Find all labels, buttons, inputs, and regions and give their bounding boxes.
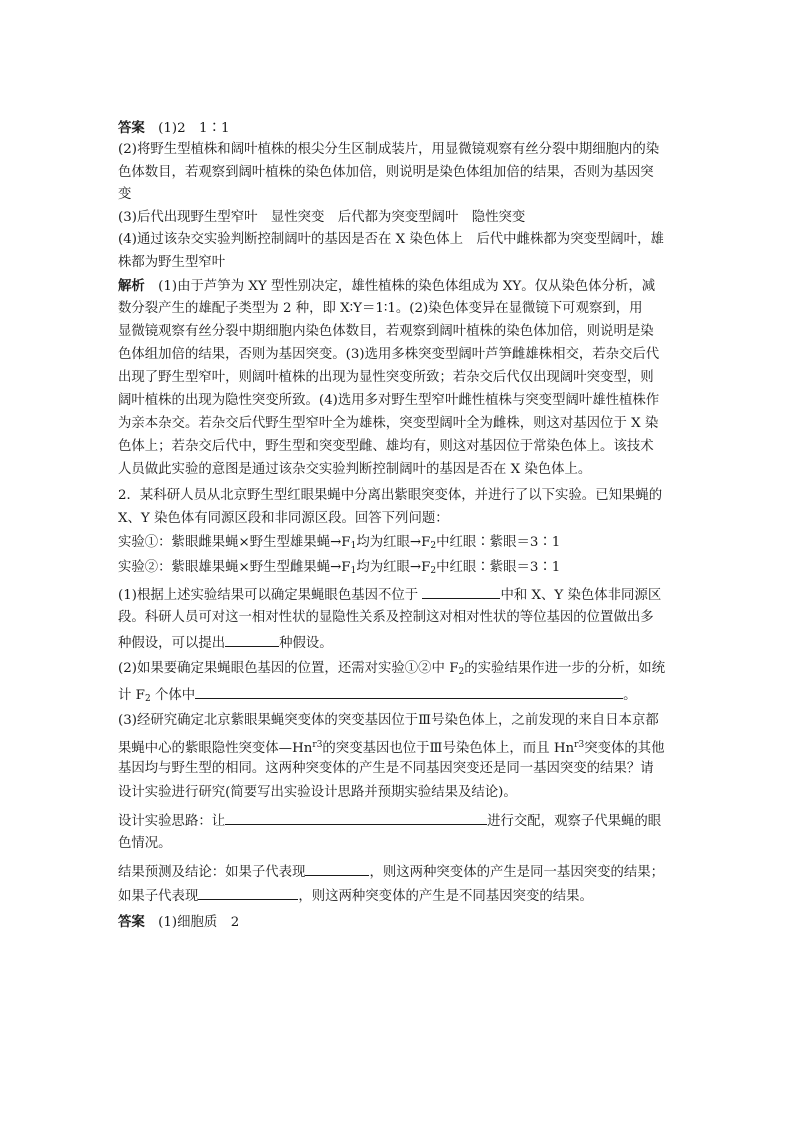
exp1-text-b: 均为红眼→F bbox=[356, 535, 431, 550]
part1-line3 bbox=[118, 632, 333, 654]
answer2-label: 答案 bbox=[118, 914, 145, 930]
part2-line1 bbox=[118, 659, 665, 682]
part3-text-b2: 的突变基因也位于Ⅲ号染色体上，而且 Hn bbox=[322, 741, 575, 756]
answer1-line7: 株都为野生型窄叶 bbox=[118, 255, 226, 270]
design-line2: 色情况。 bbox=[118, 836, 172, 851]
part2-text-a: (2)如果要确定果蝇眼色基因的位置，还需对实验①②中 F bbox=[118, 661, 459, 676]
exp2-text-a: 实验②：紫眼雄果蝇×野生型雌果蝇→F bbox=[118, 560, 351, 575]
part3-line4: 设计实验进行研究(简要写出实验设计思路并预期实验结果及结论)。 bbox=[118, 785, 517, 800]
result-text-c: 如果子代表现 bbox=[118, 889, 199, 904]
answer-label: 答案 bbox=[118, 120, 145, 136]
part1-text-a: (1)根据上述实验结果可以确定果蝇眼色基因不位于 bbox=[118, 588, 419, 603]
analysis-line3: 显微镜观察有丝分裂中期细胞内染色体数目，若观察到阔叶植株的染色体加倍，则说明是染 bbox=[118, 324, 654, 339]
answer2-text1: (1)细胞质 2 bbox=[158, 915, 240, 930]
part1-text-b: 中和 X、Y 染色体非同源区 bbox=[500, 588, 662, 603]
experiment-2 bbox=[118, 558, 560, 581]
part3-sup1: r3 bbox=[312, 740, 323, 750]
part1-line2: 段。科研人员可对这一相对性状的显隐性关系及控制这对相对性状的等位基因的位置做出多 bbox=[118, 610, 654, 625]
exp1-sub2: 2 bbox=[430, 541, 437, 551]
exp1-text-c: 中红眼∶紫眼＝3∶1 bbox=[436, 535, 561, 550]
part2-sub: 2 bbox=[458, 667, 465, 677]
exp1-sub1: 1 bbox=[350, 541, 357, 551]
part2-text-c: 计 F bbox=[118, 688, 145, 703]
analysis-line4: 色体组加倍的结果，否则为基因突变。(3)选用多株突变型阔叶芦笋雌雄株相交，若杂交后代 bbox=[118, 347, 660, 362]
part2-text-e: 。 bbox=[623, 688, 637, 703]
q2-line1: 2．某科研人员从北京野生型红眼果蝇中分离出紫眼突变体，并进行了以下实验。已知果蝇的 bbox=[118, 488, 663, 503]
analysis-line9: 人员做此实验的意图是通过该杂交实验判断控制阔叶的基因是否在 X 染色体上。 bbox=[118, 462, 592, 477]
analysis-text1: (1)由于芦笋为 XY 型性别决定，雄性植株的染色体组成为 XY。仅从染色体分析，减 bbox=[158, 279, 656, 294]
part2-sub2: 2 bbox=[144, 694, 151, 704]
design-line1 bbox=[118, 810, 661, 832]
part3-text-b1: 果蝇中心的紫眼隐性突变体—Hn bbox=[118, 741, 313, 756]
analysis-line7: 为亲本杂交。若杂交后代野生型窄叶全为雄株，突变型阔叶全为雌株，则这对基因位于 X 染 bbox=[118, 416, 659, 431]
part3-text-b3: 突变体的其他 bbox=[584, 741, 665, 756]
answer-blank-6[interactable] bbox=[198, 885, 298, 900]
answer1-text1: (1)2 1∶1 bbox=[158, 121, 230, 136]
analysis-label: 解析 bbox=[118, 278, 145, 294]
part3-line3: 基因均与野生型的相同。这两种突变体的产生是不同基因突变还是同一基因突变的结果？请 bbox=[118, 761, 654, 776]
result-text-a: 结果预测及结论：如果子代表现 bbox=[118, 865, 306, 880]
answer1-line6: (4)通过该杂交实验判断控制阔叶的基因是否在 X 染色体上 后代中雌株都为突变型阔叶，雄 bbox=[118, 232, 664, 247]
result-text-d: ，则这两种突变体的产生是不同基因突变的结果。 bbox=[298, 889, 593, 904]
experiment-1 bbox=[118, 533, 560, 556]
q2-line2: X、Y 染色体有同源区段和非同源区段。回答下列问题： bbox=[118, 511, 449, 526]
answer1-line3: 色体数目，若观察到阔叶植株的染色体加倍，则说明是染色体组加倍的结果，否则为基因突 bbox=[118, 165, 654, 180]
answer-blank-1[interactable] bbox=[422, 584, 500, 599]
part1-text-d: 种假设，可以提出 bbox=[118, 636, 226, 651]
part2-line2 bbox=[118, 684, 637, 709]
part1-line1 bbox=[118, 584, 661, 606]
part1-text-e: 种假设。 bbox=[279, 636, 333, 651]
answer-blank-5[interactable] bbox=[305, 861, 369, 876]
analysis-line1 bbox=[118, 276, 655, 297]
part3-line1: (3)经研究确定北京紫眼果蝇突变体的突变基因位于Ⅲ号染色体上，之前发现的来自日本京都 bbox=[118, 713, 659, 728]
part3-sup2: r3 bbox=[574, 740, 585, 750]
design-text-a: 设计实验思路：让 bbox=[118, 814, 226, 829]
analysis-line2: 数分裂产生的雄配子类型为 2 种，即 X∶Y＝1∶1。(2)染色体变异在显微镜下可观察到，用 bbox=[118, 301, 643, 316]
answer1-line5: (3)后代出现野生型窄叶 显性突变 后代都为突变型阔叶 隐性突变 bbox=[118, 210, 526, 225]
part2-text-d: 个体中 bbox=[150, 688, 196, 703]
design-text-b: 进行交配，观察子代果蝇的眼 bbox=[487, 814, 662, 829]
result-line1 bbox=[118, 861, 664, 883]
result-line2 bbox=[118, 885, 593, 907]
part2-text-b: 的实验结果作进一步的分析，如统 bbox=[464, 661, 666, 676]
answer1-line2: (2)将野生型植株和阔叶植株的根尖分生区制成装片，用显微镜观察有丝分裂中期细胞内的染 bbox=[118, 142, 660, 157]
analysis-line6: 阔叶植株的出现为隐性突变所致。(4)选用多对野生型窄叶雌性植株与突变型阔叶雄性植株作 bbox=[118, 393, 660, 408]
exp2-sub1: 1 bbox=[350, 566, 357, 576]
exp2-text-c: 中红眼∶紫眼＝3∶1 bbox=[436, 560, 561, 575]
result-text-b: ，则这两种突变体的产生是同一基因突变的结果； bbox=[369, 865, 665, 880]
analysis-line8: 色体上；若杂交后代中，野生型和突变型雌、雄均有，则这对基因位于常染色体上。该技术 bbox=[118, 439, 654, 454]
answer-blank-4[interactable] bbox=[225, 810, 487, 825]
part3-line2 bbox=[118, 735, 665, 759]
answer-blank-3[interactable] bbox=[195, 684, 623, 699]
exp2-sub2: 2 bbox=[430, 566, 437, 576]
answer-blank-2[interactable] bbox=[225, 632, 279, 647]
exp1-text-a: 实验①：紫眼雌果蝇×野生型雄果蝇→F bbox=[118, 535, 351, 550]
answer1-line1 bbox=[118, 118, 229, 139]
analysis-line5: 出现了野生型窄叶，则阔叶植株的出现为显性突变所致；若杂交后代仅出现阔叶突变型，则 bbox=[118, 370, 654, 385]
answer2-line1 bbox=[118, 912, 239, 933]
answer1-line4: 变 bbox=[118, 187, 132, 202]
exp2-text-b: 均为红眼→F bbox=[356, 560, 431, 575]
